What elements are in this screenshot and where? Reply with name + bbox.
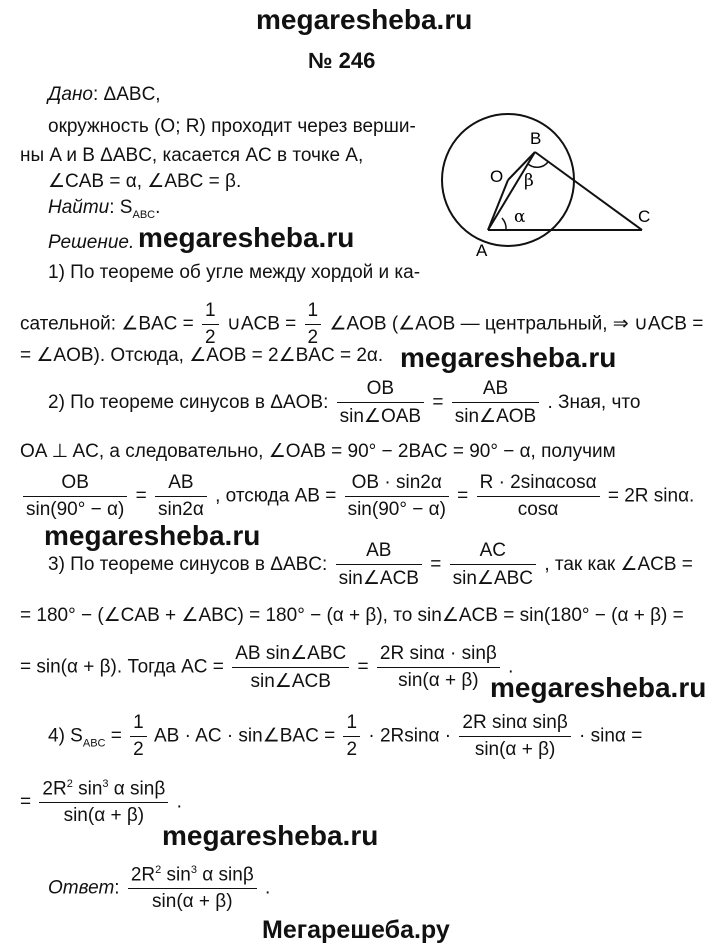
frac-den: sin(α + β) (152, 891, 233, 913)
step2-line3 (20, 472, 694, 521)
step1-text-b: ∪ACB = (226, 313, 297, 335)
step1-text-c: ∠AOB (∠AOB — центральный, ⇒ ∪ACB = (329, 313, 704, 335)
frac-num: R · 2sinαcosα (477, 472, 600, 497)
equals-sign: = (457, 485, 469, 507)
step4-line2 (20, 778, 182, 827)
watermark-2: megaresheba.ru (400, 342, 617, 373)
fraction-half-1 (202, 300, 219, 349)
find-label: Найти (48, 197, 110, 218)
frac-num: OB (23, 472, 127, 497)
fraction-ab-sinacb (336, 540, 422, 590)
frac-den: 2 (133, 739, 144, 760)
frac-num: AB (155, 472, 207, 497)
angle-alpha-arc (502, 218, 506, 230)
step2-end: = 2R sinα. (607, 485, 695, 507)
answer-colon: : (114, 877, 120, 899)
step3-line1 (48, 540, 693, 590)
equals-sign: = (357, 656, 369, 678)
label-b: B (530, 129, 542, 148)
frac-den: sin(α + β) (398, 670, 479, 691)
frac-num: OB · sin2α (345, 472, 449, 497)
solution-label: Решение. (48, 232, 135, 253)
frac-den: 2 (205, 327, 216, 348)
label-c: C (638, 207, 651, 226)
given-angles: ∠CAB = α, ∠ABC = β. (48, 171, 242, 192)
step3-lead: 3) По теореме синусов в ΔABC: (48, 554, 328, 576)
find-line (48, 197, 160, 221)
equals-sign: = (110, 725, 122, 747)
fraction-ac-sinabc (450, 540, 536, 590)
step3-end: . (508, 656, 514, 678)
step3-line3 (20, 642, 513, 693)
given-line (48, 84, 161, 106)
step3-line2: = 180° − (∠CAB + ∠ABC) = 180° − (α + β), то sin∠ACB = sin(180° − (α + β) = (20, 605, 684, 626)
frac-den: sin(α + β) (63, 805, 145, 827)
fraction-absinabc (232, 642, 349, 693)
segment-bc (535, 152, 642, 230)
equals-sign: = (430, 554, 442, 576)
fraction-ob-sin90 (23, 472, 127, 521)
geometry-figure (420, 108, 680, 268)
frac-den: sin∠ACB (250, 671, 331, 692)
segment-ab (488, 152, 535, 230)
step3-tail: , так как ∠ACB = (544, 554, 693, 576)
step2-lead: 2) По теореме синусов в ΔAOB: (48, 392, 329, 414)
site-footer: Мегарешеба.ру (262, 916, 450, 944)
step4-sub: ABC (82, 737, 106, 750)
num-part-b: sin (161, 864, 191, 886)
fraction-ob-sinoab (337, 378, 424, 428)
watermark-4: megaresheba.ru (490, 672, 707, 703)
fraction-r2sincos (477, 472, 600, 521)
step4-mid2: · 2Rsinα · (368, 725, 452, 747)
frac-den: sin∠AOB (454, 406, 537, 427)
fraction-2rsinasinb (377, 643, 500, 692)
frac-den: sin2α (157, 499, 204, 520)
step2-mid: , отсюда AB = (215, 485, 337, 507)
given-triangle: : ΔABC, (92, 84, 161, 105)
frac-num: AC (450, 540, 536, 565)
fraction-half-4 (343, 712, 360, 761)
num-part-c: α sinβ (196, 864, 254, 886)
frac-den: sin(α + β) (474, 739, 556, 760)
label-alpha: α (514, 207, 526, 227)
angle-beta-arc (528, 162, 548, 167)
frac-den: 2 (307, 327, 319, 348)
step2-line2: OA ⊥ AC, а следовательно, ∠OAB = 90° − 2BAC = 90° − α, получим (20, 441, 616, 462)
step4-tail: · sinα = (579, 725, 643, 747)
step4-line1 (48, 712, 642, 761)
fraction-result (39, 778, 168, 827)
label-a: A (476, 241, 488, 260)
num-sup-1: 2 (66, 778, 73, 790)
answer-end: . (265, 877, 271, 899)
num-part-a: 2R (130, 864, 156, 886)
fraction-ab-sin2a (155, 472, 207, 521)
equals-sign: = (135, 485, 147, 507)
label-beta: β (524, 171, 534, 191)
frac-num: 1 (202, 300, 219, 325)
frac-den: sin(90° − α) (347, 499, 446, 520)
given-circle-line1: окружность (O; R) проходит через верши- (48, 116, 416, 137)
problem-number: № 246 (308, 48, 376, 73)
step4-lead: 4) S (48, 725, 83, 747)
frac-den: sin∠ACB (338, 568, 419, 589)
answer-label: Ответ (48, 877, 115, 899)
frac-den: cosα (517, 499, 559, 520)
step3-text-a: = sin(α + β). Тогда AC = (20, 656, 224, 678)
frac-num: AB (336, 540, 422, 565)
find-value: : S (109, 197, 133, 218)
watermark-5: megaresheba.ru (162, 820, 379, 851)
step1-line1: 1) По теореме об угле между хордой и ка- (48, 262, 421, 283)
label-o: O (490, 167, 504, 186)
num-sup-2: 3 (102, 778, 109, 790)
frac-num: 1 (305, 300, 322, 325)
equals-sign: = (432, 392, 444, 414)
frac-num: 2R sinα · sinβ (377, 643, 500, 668)
frac-den: sin∠ABC (452, 568, 534, 589)
frac-den: 2 (346, 739, 358, 760)
step1-line3: = ∠AOB). Отсюда, ∠AOB = 2∠BAC = 2α. (20, 345, 384, 366)
frac-den: sin(90° − α) (26, 499, 125, 520)
given-label: Дано (48, 84, 93, 105)
step2-tail: . Зная, что (547, 392, 641, 414)
fraction-ab-sinaob (452, 378, 539, 428)
step1-text-a: сательной: ∠BAC = (20, 313, 194, 335)
find-end: . (155, 197, 161, 218)
fraction-half-2 (305, 300, 322, 349)
num-part-a: 2R (42, 778, 67, 800)
fraction-half-3 (130, 712, 147, 761)
step4-mid1: AB · AC · sin∠BAC = (153, 725, 336, 747)
num-part-c: α sinβ (108, 778, 166, 800)
frac-num (128, 864, 257, 889)
frac-num: 1 (343, 712, 360, 737)
watermark-1: megaresheba.ru (138, 222, 355, 253)
fraction-answer (128, 864, 257, 913)
given-circle-line2: ны A и B ΔABC, касается AC в точке A, (20, 145, 364, 166)
site-header: megaresheba.ru (256, 4, 473, 35)
step2-line1 (48, 378, 640, 428)
fraction-obsin2a (345, 472, 449, 521)
frac-num: 2R sinα sinβ (459, 712, 570, 737)
frac-den: sin∠OAB (339, 406, 422, 427)
num-part-b: sin (72, 778, 103, 800)
num-sup-2: 3 (190, 864, 197, 876)
frac-num: AB (452, 378, 539, 403)
num-sup-1: 2 (155, 864, 162, 876)
frac-num (39, 778, 168, 803)
step4-result-pre: = (20, 791, 32, 813)
answer-line (48, 864, 270, 913)
frac-num: AB sin∠ABC (232, 642, 349, 668)
frac-num: OB (337, 378, 424, 403)
frac-num: 1 (130, 712, 147, 737)
find-sub: ABC (132, 208, 156, 221)
step4-result-end: . (176, 791, 182, 813)
watermark-3: megaresheba.ru (44, 520, 261, 551)
fraction-2rsinasinb-2 (459, 712, 570, 761)
